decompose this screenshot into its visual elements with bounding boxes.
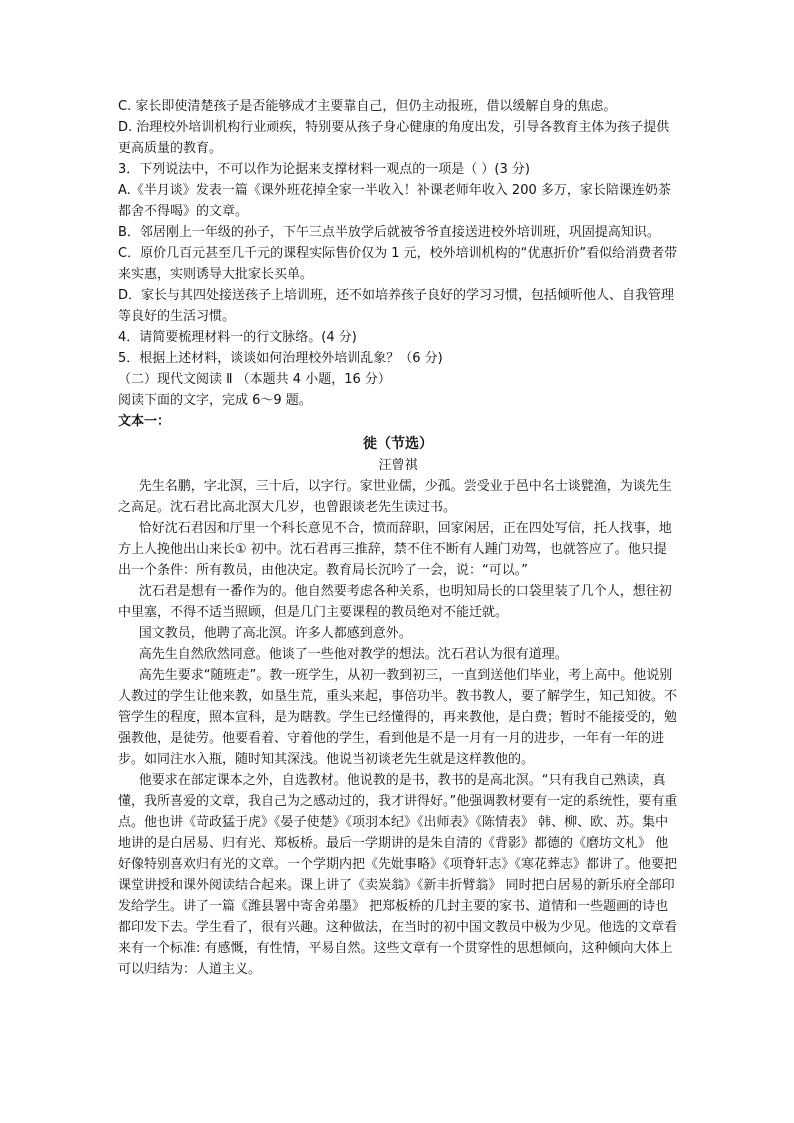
option-c-prev: C. 家长即使清楚孩子是否能够成才主要靠自己，但仍主动报班，借以缓解自身的焦虑。 xyxy=(118,99,617,114)
article-paragraph: 沈石君是想有一番作为的。他自然要考虑各种关系，也明知局长的口袋里装了几个人，想往初中里塞，不得不适当照顾，但是几门主要课程的教员绝对不能迁就。 xyxy=(118,584,672,620)
article-paragraph: 他要求在部定课本之外，自选教材。他说教的是书，教书的是高北溟。“只有我自己熟读，真懂，我所喜爱的文章，我自己为之感动过的，我才讲得好。”他强调教材要有一定的系统性，要有重点。他也讲《苛政猛于虎》《晏子使楚》《项羽本纪》《出师表》《陈情表》 韩、柳、欧、苏。集中地讲的是白居易、归有光、郑板桥。最后一学期讲的是朱自清的《背影》都德的《磨坊文札》 他好像特别喜欢归有光的文章。一个学期内把《先妣事略》《项脊轩志》《寒花葬志》都讲了。他要把课堂讲授和课外阅读结合起来。课上讲了《卖炭翁》《新丰折臂翁》 同时把白居易的新乐府全部印发给学生。讲了一篇《潍县署中寄舍弟墨》 把郑板桥的几封主要的家书、道情和一些题画的诗也都印发下去。学生看了，很有兴趣。这种做法，在当时的初中国文教员中极为少见。他选的文章看来有一个标准: 有感慨，有性情，平易自然。这些文章有一个贯穿性的思想倾向，这种倾向大体上可以归结为：人道主义。 xyxy=(118,773,678,977)
reading-instruction: 阅读下面的文字，完成 6～9 题。 xyxy=(118,393,312,408)
question-3-stem: 3．下列说法中，不可以作为论据来支撑材料一观点的一项是（ ）(3 分) xyxy=(118,162,530,177)
article-author: 汪曾祺 xyxy=(378,458,418,473)
question-3-option-a: A.《半月谈》发表一篇《课外班花掉全家一半收入！补课老师年收入 200 多万，家长陪课连奶茶都舍不得喝》的文章。 xyxy=(118,183,671,219)
article-paragraph: 恰好沈石君因和厅里一个科长意见不合，愤而辞职，回家闲居，正在四处写信，托人找事，地方上人挽他出山来长① 初中。沈石君再三推辞，禁不住不断有人踵门劝驾，也就答应了。他只提出一个条件：所有教员，由他决定。教育局长沉吟了一会，说：“可以。” xyxy=(118,521,672,578)
text-label: 文本一： xyxy=(118,414,171,429)
article-paragraph: 先生名鹏，字北溟，三十后，以字行。家世业儒，少孤。尝受业于邑中名士谈甓渔，为谈先生之高足。沈石君比高北溟大几岁，也曾跟谈老先生读过书。 xyxy=(118,479,672,515)
article-paragraph: 高先生要求“随班走”。教一班学生，从初一教到初三，一直到送他们毕业，考上高中。他说别人教过的学生让他来教，如垦生荒，重头来起，事倍功半。教书教人，要了解学生，知己知彼。不管学生的程度，照本宣科，是为瞎教。学生已经懂得的，再来教他，是白费；暂时不能接受的，勉强教他，是徒劳。他要看着、守着他的学生，看到他是不是一月有一月的进步，一年有一年的进步。如同注水入瓶，随时知其深浅。他说当初谈老先生就是这样教他的。 xyxy=(118,668,678,767)
question-3-option-c: C．原价几百元甚至几千元的课程实际售价仅为 1 元，校外培训机构的“优惠折价”看似给消费者带来实惠，实则诱导大批家长买单。 xyxy=(118,246,678,282)
question-4: 4．请简要梳理材料一的行文脉络。(4 分) xyxy=(118,330,357,345)
article-paragraph: 国文教员，他聘了高北溟。许多人都感到意外。 xyxy=(138,626,412,641)
option-d-prev: D. 治理校外培训机构行业顽疾，特别要从孩子身心健康的角度出发，引导各教育主体为孩子提供更高质量的教育。 xyxy=(118,120,670,156)
question-3-option-d: D．家长与其四处接送孩子上培训班，还不如培养孩子良好的学习习惯，包括倾听他人、自我管理等良好的生活习惯。 xyxy=(118,288,675,324)
document-page xyxy=(118,96,678,980)
article-paragraph: 高先生自然欣然同意。他谈了一些他对教学的想法。沈石君认为很有道理。 xyxy=(138,647,568,662)
question-5: 5．根据上述材料，谈谈如何治理校外培训乱象？（6 分) xyxy=(118,351,443,366)
section-heading: （二）现代文阅读 Ⅱ （本题共 4 小题，16 分） xyxy=(118,372,391,387)
article-title: 徙（节选） xyxy=(363,436,433,452)
question-3-option-b: B．邻居刚上一年级的孙子，下午三点半放学后就被爷爷直接送进校外培训班，巩固提高知识。 xyxy=(118,225,660,240)
